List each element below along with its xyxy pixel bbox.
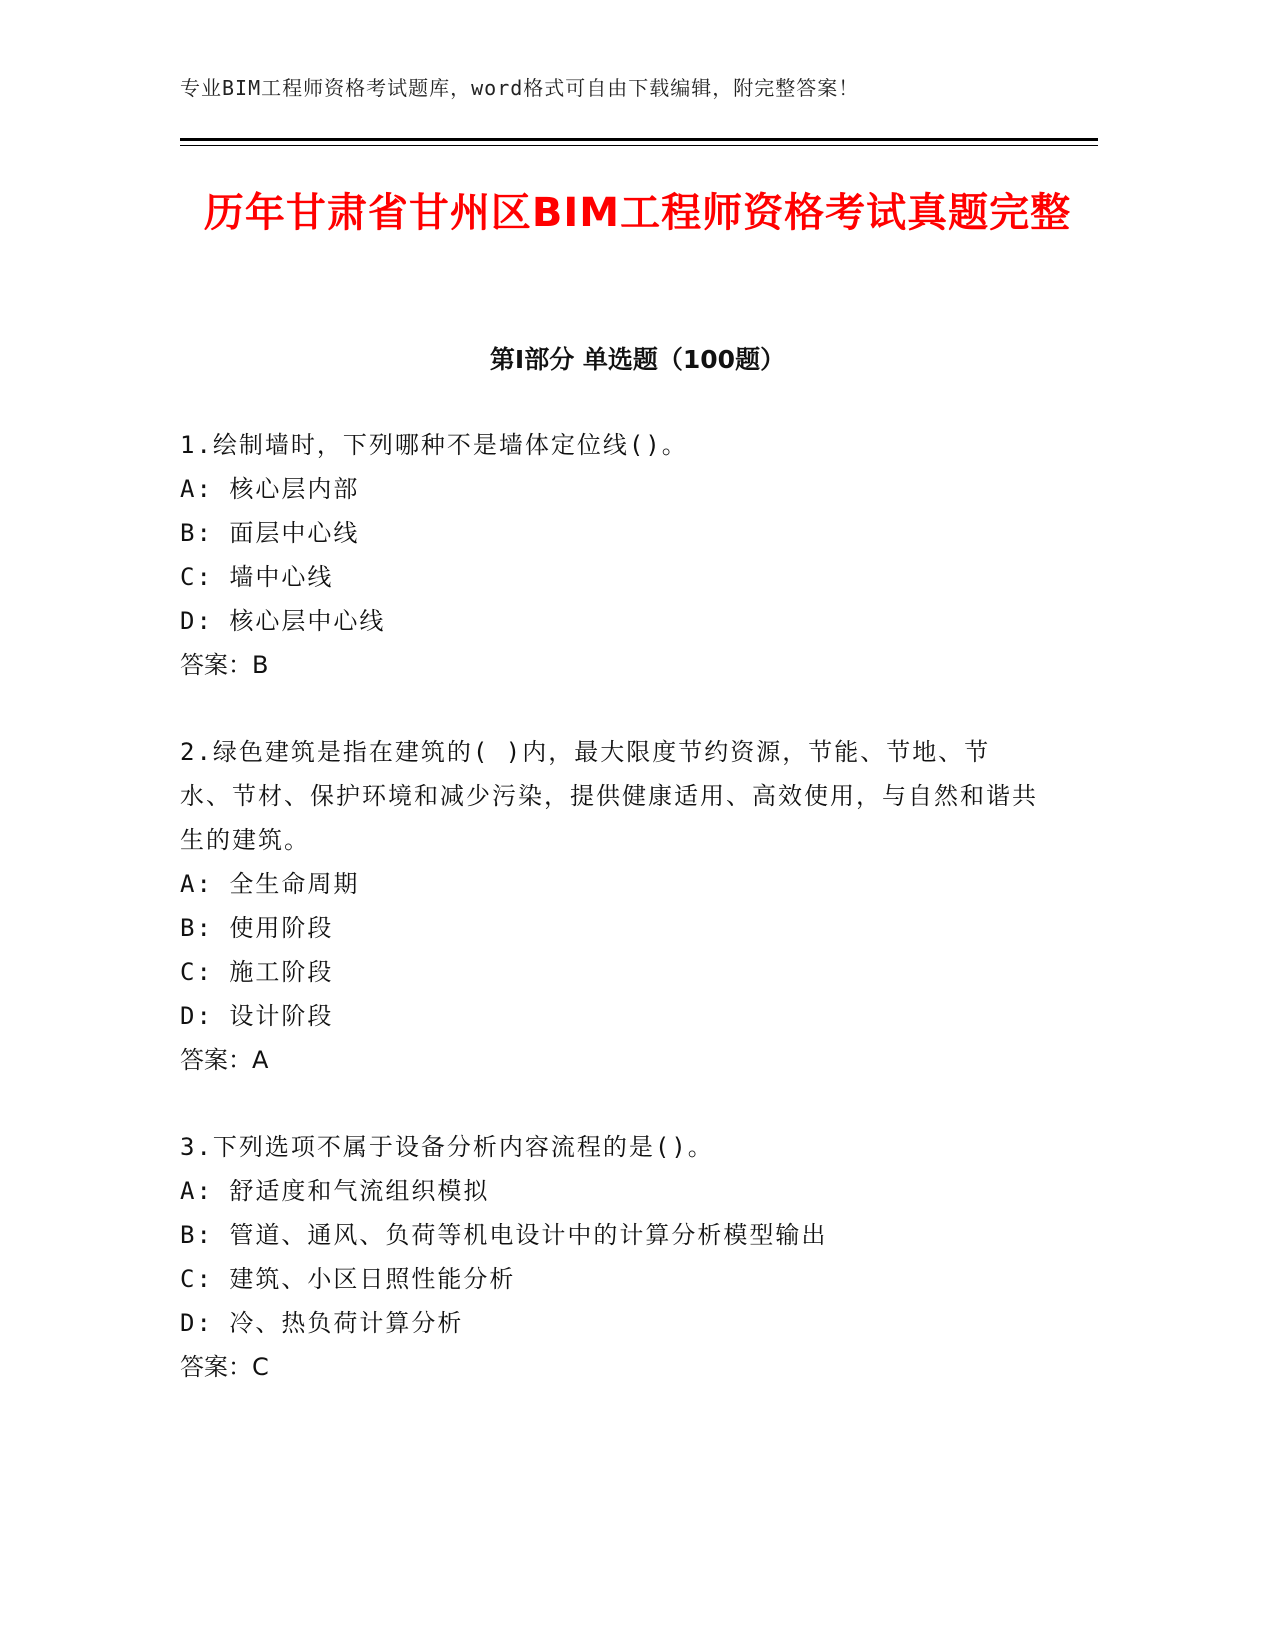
option-a: A: 舒适度和气流组织模拟	[180, 1177, 490, 1205]
option-c: C: 墙中心线	[180, 563, 334, 591]
option-b: B: 管道、通风、负荷等机电设计中的计算分析模型输出	[180, 1221, 828, 1249]
question-stem: 1.绘制墙时，下列哪种不是墙体定位线()。	[180, 431, 688, 459]
option-b: B: 面层中心线	[180, 519, 360, 547]
option-d: D: 核心层中心线	[180, 607, 386, 635]
question-stem: 3.下列选项不属于设备分析内容流程的是()。	[180, 1133, 714, 1161]
question-3	[180, 1125, 1080, 1389]
option-c: C: 施工阶段	[180, 958, 334, 986]
option-a: A: 全生命周期	[180, 870, 360, 898]
answer: 答案：C	[180, 1353, 269, 1381]
option-b: B: 使用阶段	[180, 914, 334, 942]
document-title: 历年甘肃省甘州区BIM工程师资格考试真题完整	[203, 190, 1072, 236]
question-stem: 2.绿色建筑是指在建筑的( )内，最大限度节约资源，节能、节地、节水、节材、保护环境和减少污染，提供健康适用、高效使用，与自然和谐共生的建筑。	[180, 738, 1038, 854]
answer: 答案：A	[180, 1046, 269, 1074]
option-d: D: 设计阶段	[180, 1002, 334, 1030]
section-title: 第Ⅰ部分 单选题（100题）	[489, 345, 786, 374]
option-d: D: 冷、热负荷计算分析	[180, 1309, 464, 1337]
question-list	[180, 423, 1080, 1432]
header-divider-thin	[180, 145, 1098, 146]
option-a: A: 核心层内部	[180, 475, 360, 503]
question-2	[180, 730, 1080, 1082]
option-c: C: 建筑、小区日照性能分析	[180, 1265, 516, 1293]
header-note: 专业BIM工程师资格考试题库，word格式可自由下载编辑，附完整答案！	[180, 76, 860, 100]
header-divider-thick	[180, 138, 1098, 141]
question-1	[180, 423, 1080, 687]
answer: 答案：B	[180, 651, 269, 679]
